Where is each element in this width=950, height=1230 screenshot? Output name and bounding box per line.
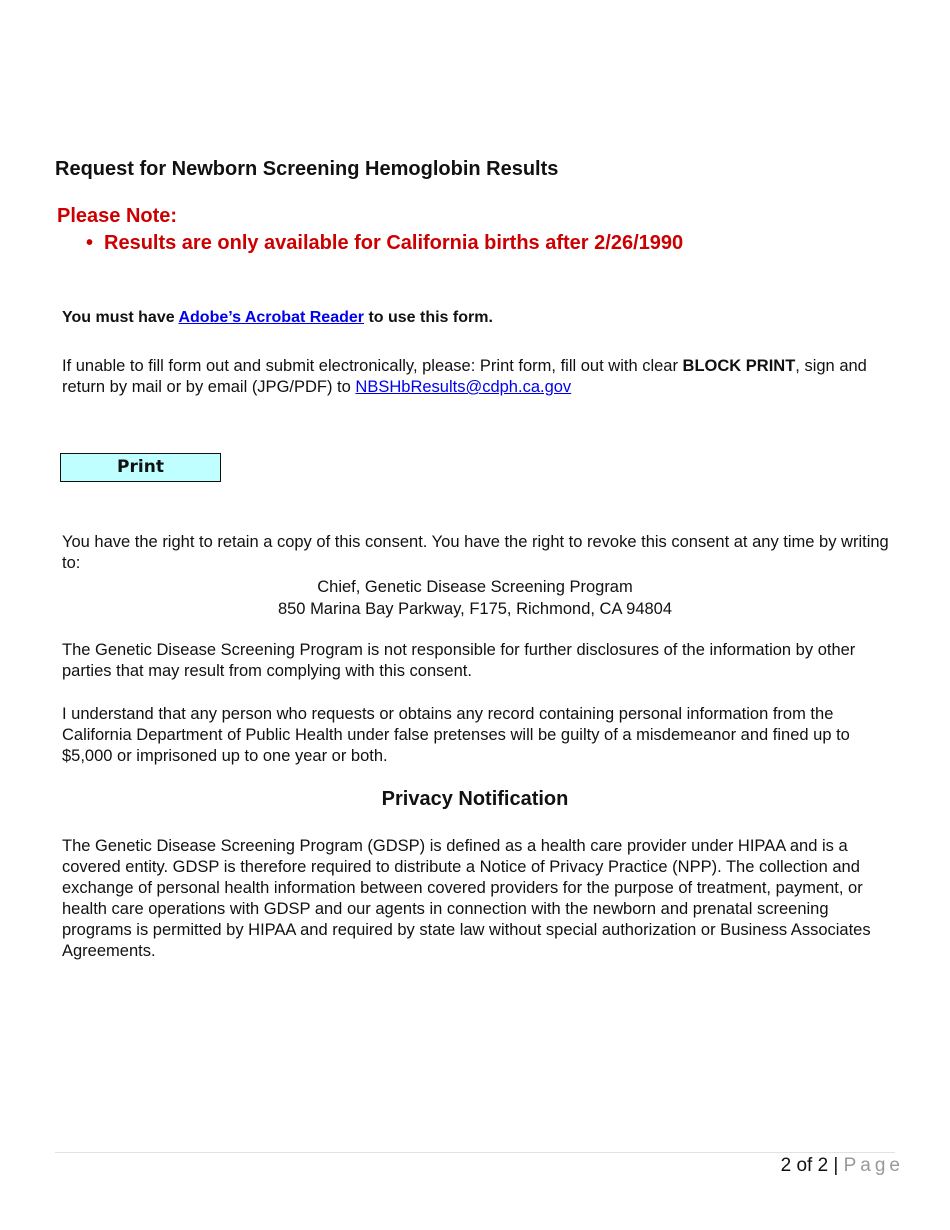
privacy-body: The Genetic Disease Screening Program (GDSP) is defined as a health care provider under HIPAA and is a covered entity. GDSP is therefore required to distribute a Notice of Privacy Practice (NPP). The collection and exchange of personal health information between covered providers for the purpose of treatment, payment, or health care operations with GDSP and our agents in connection with the newborn and prenatal screening programs is permitted by HIPAA and required by state law without special authorization or Business Associates Agreements. [62, 837, 871, 960]
note-bullet-text: Results are only available for California births after 2/26/1990 [104, 232, 684, 254]
address-line-1: Chief, Genetic Disease Screening Program [317, 578, 633, 596]
print-button[interactable]: Print [60, 453, 221, 482]
page-footer [781, 1155, 904, 1177]
email-link[interactable]: NBSHbResults@cdph.ca.gov [355, 378, 572, 396]
consent-rights: You have the right to retain a copy of this consent. You have the right to revoke this consent at any time by writing to: [62, 533, 889, 572]
requirement-suffix: to use this form. [364, 309, 493, 326]
requirement-text [62, 309, 493, 327]
note-heading: Please Note: [57, 205, 178, 227]
note-bullet [86, 232, 683, 255]
page-number: 2 of 2 | [780, 1155, 844, 1176]
instructions [62, 356, 912, 398]
acrobat-reader-link[interactable]: Adobe’s Acrobat Reader [178, 309, 364, 326]
bullet-icon: • [86, 232, 94, 254]
consent-disclaimer: The Genetic Disease Screening Program is not responsible for further disclosures of the information by other parties that may result from complying with this consent. [62, 641, 856, 680]
instructions-text: If unable to fill form out and submit electronically, please: Print form, fill out with clear [62, 357, 683, 375]
address-line-2: 850 Marina Bay Parkway, F175, Richmond, CA 94804 [277, 600, 673, 618]
page-label: Page [843, 1155, 904, 1176]
requirement-prefix: You must have [62, 309, 179, 326]
consent-warning: I understand that any person who requests or obtains any record containing personal information from the California Department of Public Health under false pretenses will be guilty of a misdemeanor and fined up to $5,000 or imprisoned up to one year or both. [62, 705, 850, 765]
instructions-text-2: , sign and return by mail or by email (JPG/PDF) to [62, 357, 867, 396]
form-title: Request for Newborn Screening Hemoglobin Results [55, 158, 559, 180]
block-print-text: BLOCK PRINT [682, 357, 796, 375]
privacy-heading: Privacy Notification [381, 788, 569, 810]
footer-divider [55, 1152, 895, 1153]
